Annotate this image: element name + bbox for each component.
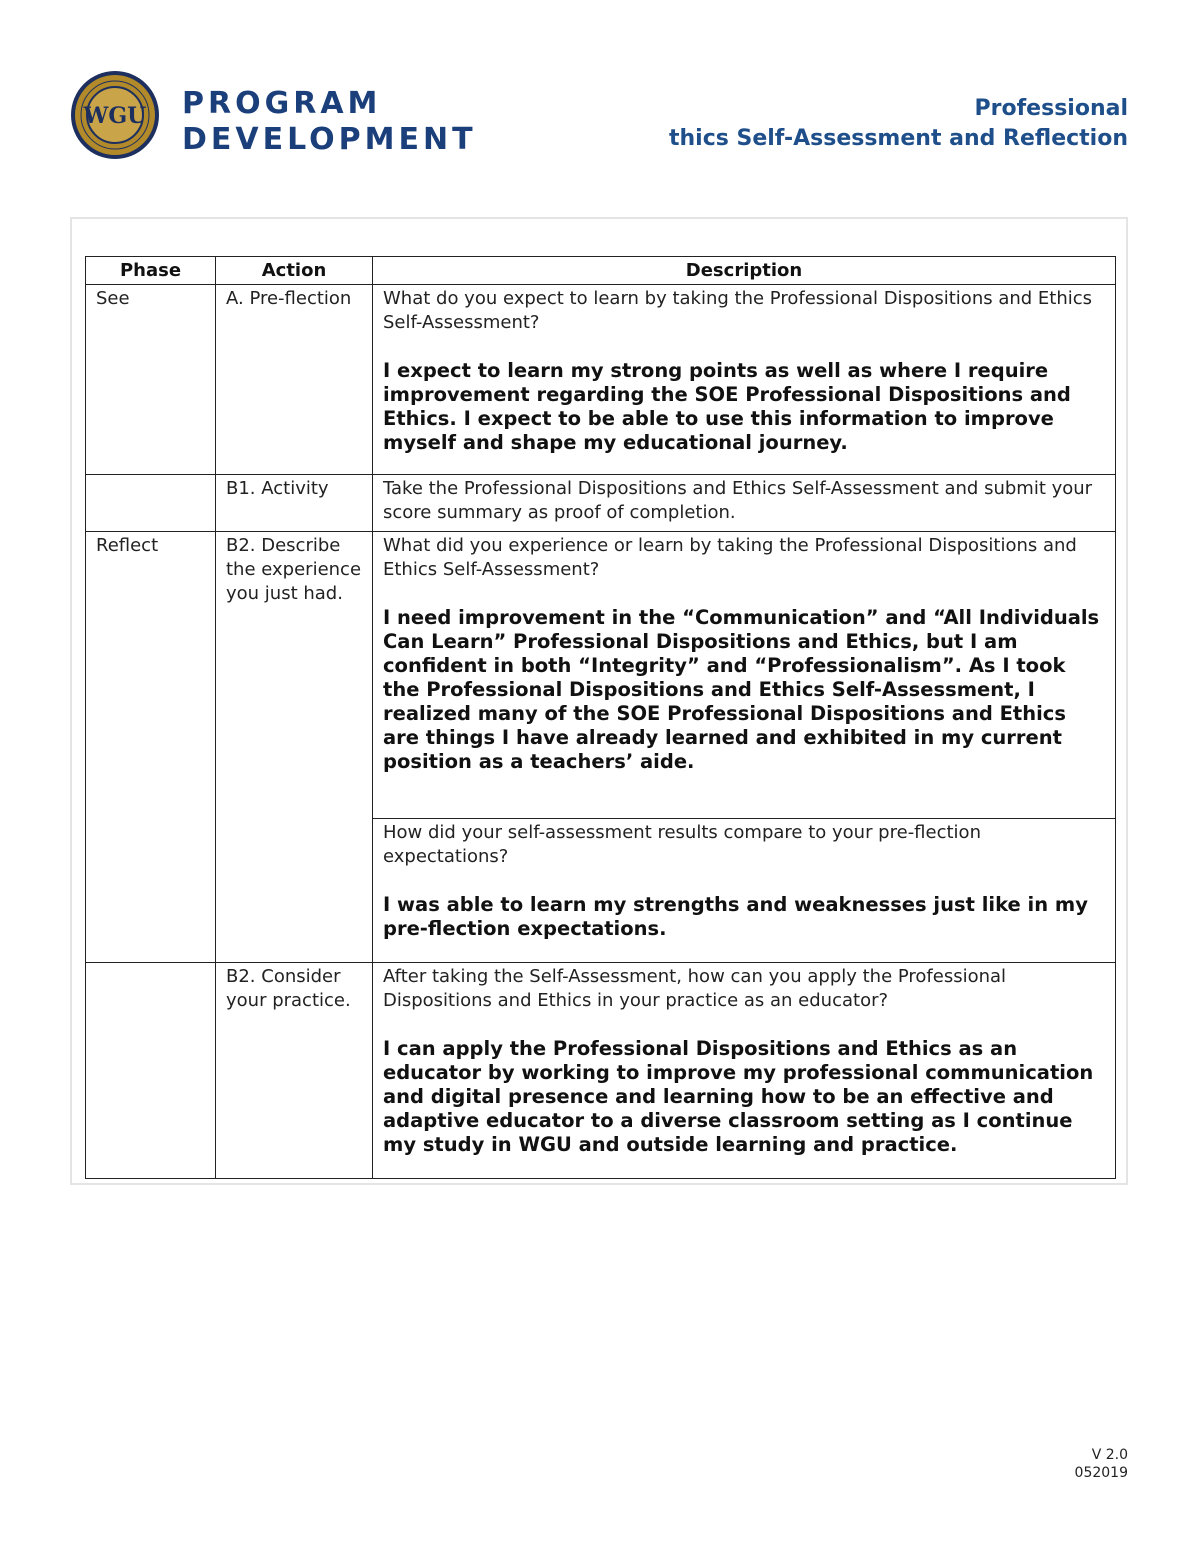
description-cell: Take the Professional Dispositions and Ethics Self-Assessment and submit your score summary as proof of completion.	[373, 475, 1116, 532]
phase-cell: Reflect	[86, 532, 216, 963]
version-footer	[1075, 1446, 1128, 1482]
answer-text: I expect to learn my strong points as well as where I require improvement regarding the SOE Professional Dispositions and Ethics. I expect to be able to use this information to improve myself and shape my educational journey.	[383, 359, 1071, 454]
answer-text: I need improvement in the “Communication” and “All Individuals Can Learn” Professional Dispositions and Ethics, but I am confident in both “Integrity” and “Professionalism”. As I took the Professional Dispositions and Ethics Self-Assessment, I realized many of the SOE Professional Dispositions and Ethics are things I have already learned and exhibited in my current position as a teachers’ aide.	[383, 606, 1100, 773]
action-cell: B2. Describe the experience you just had.	[216, 532, 373, 963]
action-cell: B2. Consider your practice.	[216, 963, 373, 1179]
description-cell	[373, 285, 1116, 475]
phase-cell: See	[86, 285, 216, 475]
document-title	[669, 94, 1128, 154]
action-cell: B1. Activity	[216, 475, 373, 532]
program-line-2: DEVELOPMENT	[182, 122, 477, 157]
header-action: Action	[216, 257, 373, 285]
description-cell	[373, 963, 1116, 1179]
question-text: After taking the Self-Assessment, how can you apply the Professional Dispositions and Ethics in your practice as an educator?	[383, 966, 1007, 1011]
answer-text: I was able to learn my strengths and weaknesses just like in my pre-flection expectations.	[383, 893, 1088, 940]
phase-cell	[86, 475, 216, 532]
logo-text: WGU	[83, 103, 147, 129]
question-text: What did you experience or learn by taking the Professional Dispositions and Ethics Self-Assessment?	[383, 535, 1077, 580]
program-line-1: PROGRAM	[182, 86, 382, 121]
phase-cell	[86, 963, 216, 1179]
title-line-1: Professional	[974, 96, 1128, 121]
version-code: 052019	[1074, 1465, 1128, 1481]
program-development-title	[182, 86, 477, 158]
wgu-seal-logo	[70, 70, 160, 160]
table-header-row	[86, 257, 1116, 285]
question-text: What do you expect to learn by taking the Professional Dispositions and Ethics Self-Assessment?	[383, 288, 1093, 333]
table-row	[86, 475, 1116, 532]
description-cell	[373, 819, 1116, 963]
header-phase: Phase	[86, 257, 216, 285]
version-label: V 2.0	[1091, 1447, 1128, 1463]
question-text: How did your self-assessment results compare to your pre-flection expectations?	[383, 822, 981, 867]
reflection-table	[85, 256, 1116, 1179]
table-row	[86, 285, 1116, 475]
table-row	[86, 532, 1116, 819]
action-cell: A. Pre-flection	[216, 285, 373, 475]
description-cell	[373, 532, 1116, 819]
header-description: Description	[373, 257, 1116, 285]
table-row	[86, 963, 1116, 1179]
answer-text: I can apply the Professional Dispositions and Ethics as an educator by working to improve my professional communication and digital presence and learning how to be an effective and adaptive educator to a diverse classroom setting as I continue my study in WGU and outside learning and practice.	[383, 1037, 1094, 1156]
title-line-2: thics Self-Assessment and Reflection	[668, 126, 1128, 151]
